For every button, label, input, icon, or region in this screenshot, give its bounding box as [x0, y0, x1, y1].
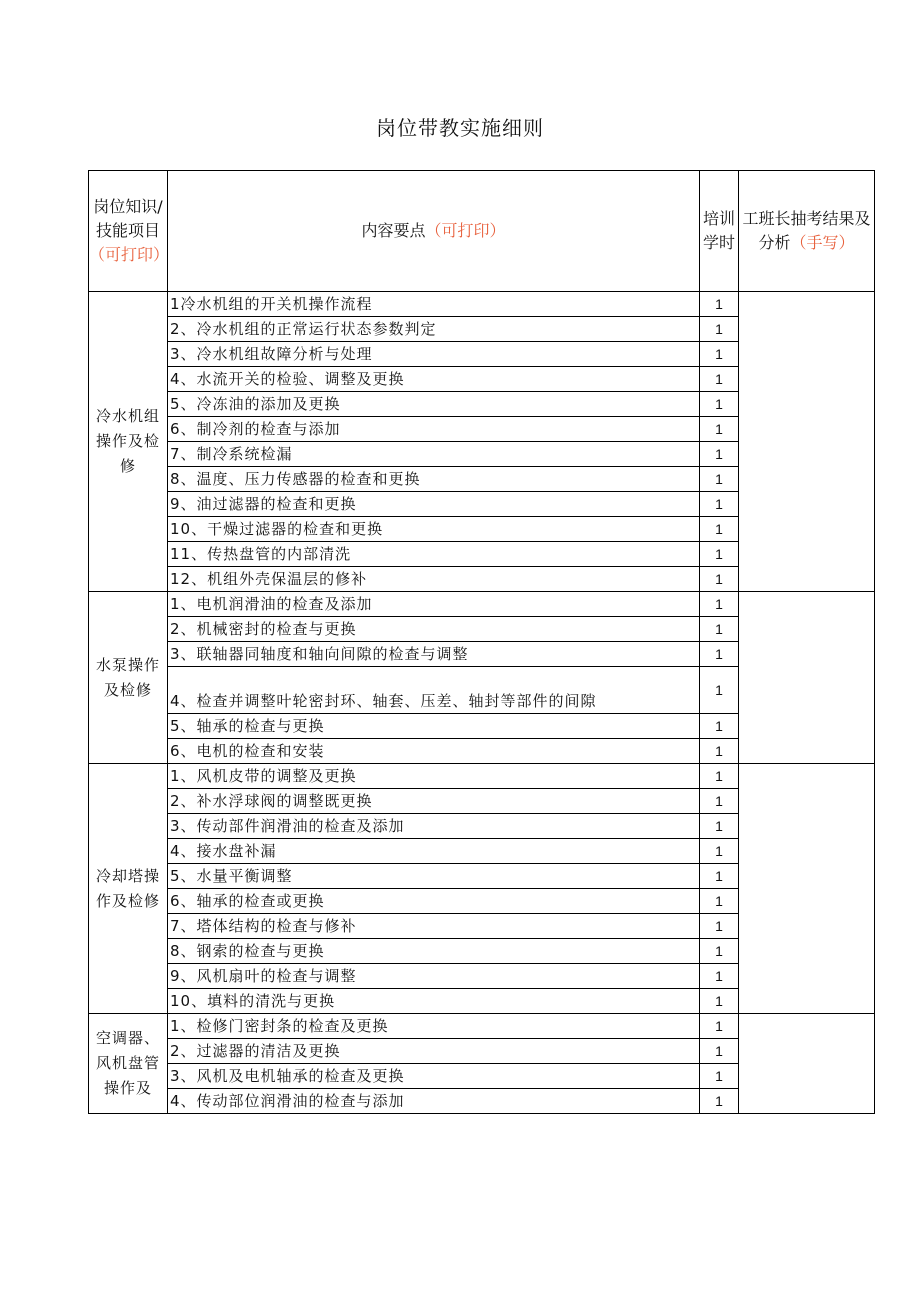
- training-hours-cell: 1: [700, 914, 739, 939]
- header-skill-label: 岗位知识/技能项目: [93, 197, 163, 240]
- training-hours-cell: 1: [700, 592, 739, 617]
- header-exam-result: [739, 171, 875, 292]
- training-hours-cell: 1: [700, 292, 739, 317]
- content-point: 7、塔体结构的检查与修补: [168, 914, 700, 939]
- content-point: 11、传热盘管的内部清洗: [168, 542, 700, 567]
- content-point: 1、电机润滑油的检查及添加: [168, 592, 700, 617]
- training-hours-cell: 1: [700, 392, 739, 417]
- training-hours-cell: 1: [700, 1039, 739, 1064]
- header-content-label: 内容要点: [361, 221, 426, 240]
- training-hours-cell: 1: [700, 714, 739, 739]
- training-hours-cell: 1: [700, 342, 739, 367]
- training-hours-cell: 1: [700, 814, 739, 839]
- content-point: 10、干燥过滤器的检查和更换: [168, 517, 700, 542]
- header-content-note: （可打印）: [425, 221, 506, 240]
- exam-result-cell[interactable]: [739, 764, 875, 1014]
- content-point: 5、冷冻油的添加及更换: [168, 392, 700, 417]
- table-header-row: [89, 171, 875, 292]
- training-hours-cell: 1: [700, 1064, 739, 1089]
- training-hours-cell: 1: [700, 764, 739, 789]
- category-cell: 冷水机组操作及检修: [89, 292, 168, 592]
- header-hours-label: 培训学时: [702, 209, 735, 252]
- training-table: [88, 170, 875, 1114]
- table-row: [89, 1014, 875, 1039]
- content-point: 1、检修门密封条的检查及更换: [168, 1014, 700, 1039]
- content-point: 3、冷水机组故障分析与处理: [168, 342, 700, 367]
- training-hours-cell: 1: [700, 667, 739, 714]
- header-exam-note: （手写）: [790, 233, 855, 252]
- training-hours-cell: 1: [700, 442, 739, 467]
- header-training-hours: [700, 171, 739, 292]
- content-point: 6、轴承的检查或更换: [168, 889, 700, 914]
- header-skill-note: （可打印）: [89, 245, 170, 264]
- content-point: 8、钢索的检查与更换: [168, 939, 700, 964]
- training-hours-cell: 1: [700, 789, 739, 814]
- content-point: 12、机组外壳保温层的修补: [168, 567, 700, 592]
- training-hours-cell: 1: [700, 417, 739, 442]
- training-hours-cell: 1: [700, 1014, 739, 1039]
- table-row: [89, 592, 875, 617]
- content-point: 1、风机皮带的调整及更换: [168, 764, 700, 789]
- training-hours-cell: 1: [700, 467, 739, 492]
- content-point: 1冷水机组的开关机操作流程: [168, 292, 700, 317]
- training-hours-cell: 1: [700, 492, 739, 517]
- category-cell: 水泵操作及检修: [89, 592, 168, 764]
- content-point: 10、填料的清洗与更换: [168, 989, 700, 1014]
- training-hours-cell: 1: [700, 739, 739, 764]
- content-point: 2、补水浮球阀的调整既更换: [168, 789, 700, 814]
- table-row: [89, 764, 875, 789]
- content-point: 2、冷水机组的正常运行状态参数判定: [168, 317, 700, 342]
- page-title: 岗位带教实施细则: [376, 116, 544, 140]
- category-cell: 空调器、风机盘管操作及: [89, 1014, 168, 1114]
- training-hours-cell: 1: [700, 889, 739, 914]
- content-point: 3、风机及电机轴承的检查及更换: [168, 1064, 700, 1089]
- exam-result-cell[interactable]: [739, 592, 875, 764]
- content-point: 2、过滤器的清洁及更换: [168, 1039, 700, 1064]
- training-hours-cell: 1: [700, 839, 739, 864]
- content-point: 4、水流开关的检验、调整及更换: [168, 367, 700, 392]
- content-point: 3、联轴器同轴度和轴向间隙的检查与调整: [168, 642, 700, 667]
- content-point: 4、传动部位润滑油的检查与添加: [168, 1089, 700, 1114]
- content-point: 6、电机的检查和安装: [168, 739, 700, 764]
- training-hours-cell: 1: [700, 864, 739, 889]
- training-hours-cell: 1: [700, 939, 739, 964]
- exam-result-cell[interactable]: [739, 1014, 875, 1114]
- content-point: 8、温度、压力传感器的检查和更换: [168, 467, 700, 492]
- content-point: 9、油过滤器的检查和更换: [168, 492, 700, 517]
- content-point: 5、轴承的检查与更换: [168, 714, 700, 739]
- content-point: 6、制冷剂的检查与添加: [168, 417, 700, 442]
- content-point: 7、制冷系统检漏: [168, 442, 700, 467]
- category-cell: 冷却塔操作及检修: [89, 764, 168, 1014]
- content-point: 5、水量平衡调整: [168, 864, 700, 889]
- content-point: 4、检查并调整叶轮密封环、轴套、压差、轴封等部件的间隙: [168, 667, 700, 714]
- training-hours-cell: 1: [700, 642, 739, 667]
- exam-result-cell[interactable]: [739, 292, 875, 592]
- content-point: 9、风机扇叶的检查与调整: [168, 964, 700, 989]
- training-hours-cell: 1: [700, 989, 739, 1014]
- training-hours-cell: 1: [700, 964, 739, 989]
- training-hours-cell: 1: [700, 617, 739, 642]
- table-row: [89, 292, 875, 317]
- content-point: 2、机械密封的检查与更换: [168, 617, 700, 642]
- content-point: 4、接水盘补漏: [168, 839, 700, 864]
- training-hours-cell: 1: [700, 1089, 739, 1114]
- training-hours-cell: 1: [700, 517, 739, 542]
- training-hours-cell: 1: [700, 542, 739, 567]
- training-hours-cell: 1: [700, 317, 739, 342]
- content-point: 3、传动部件润滑油的检查及添加: [168, 814, 700, 839]
- header-skill-item: [89, 171, 168, 292]
- training-hours-cell: 1: [700, 567, 739, 592]
- header-content-points: [168, 171, 700, 292]
- training-hours-cell: 1: [700, 367, 739, 392]
- header-exam-label: 工班长抽考结果及分析: [742, 209, 871, 252]
